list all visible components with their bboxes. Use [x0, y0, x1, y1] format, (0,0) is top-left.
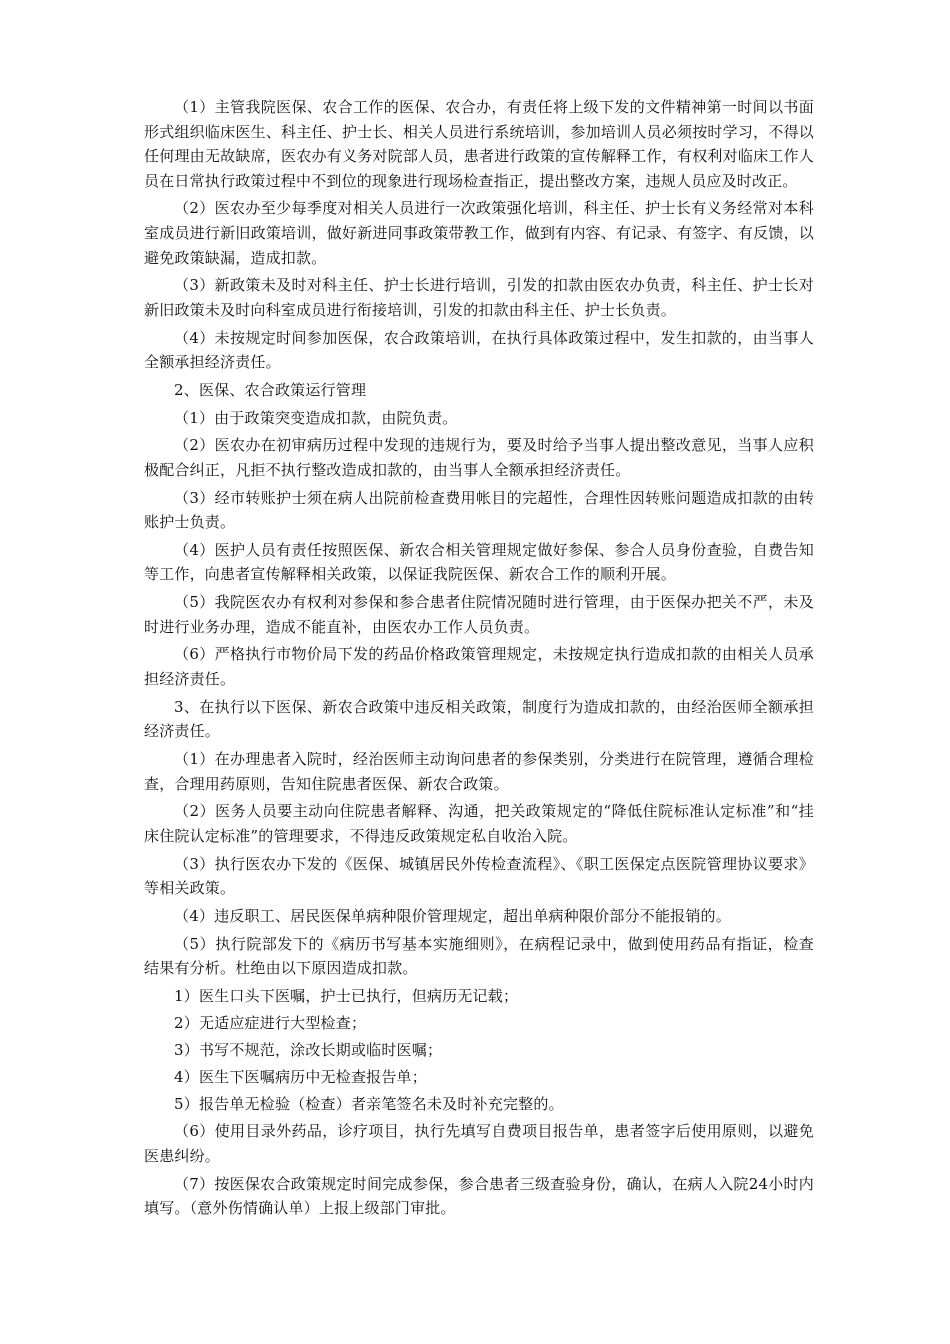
paragraph-3-1: （1）在办理患者入院时，经治医师主动询问患者的参保类别，分类进行在院管理，遵循合理检查，合理用药原则，告知住院患者医保、新农合政策。	[144, 749, 814, 793]
paragraph-2-3: （3）经市转账护士须在病人出院前检查费用帐目的完超性，合理性因转账问题造成扣款的由转账护士负责。	[144, 488, 814, 532]
paragraph-2-6: （6）严格执行市物价局下发的药品价格政策管理规定，未按规定执行造成扣款的由相关人员承担经济责任。	[144, 645, 814, 688]
list-item-4: 4）医生下医嘱病历中无检查报告单；	[174, 1068, 427, 1087]
document-page	[144, 95, 814, 1224]
paragraph-2-1: （1）由于政策突变造成扣款，由院负责。	[174, 408, 458, 427]
paragraph-3-6: （6）使用目录外药品，诊疗项目，执行先填写自费项目报告单，患者签字后使用原则，以避免医患纠纷。	[144, 1122, 814, 1165]
paragraph-1-2: （2）医农办至少每季度对相关人员进行一次政策强化培训，科主任、护士长有义务经常对本科室成员进行新旧政策培训，做好新进同事政策带教工作，做到有内容、有记录、有签字、有反馈，以避免政策缺漏，造成扣款。	[144, 199, 814, 267]
paragraph-1-4: （4）未按规定时间参加医保，农合政策培训，在执行具体政策过程中，发生扣款的，由当事人全额承担经济责任。	[144, 328, 814, 372]
paragraph-3-7: （7）按医保农合政策规定时间完成参保，参合患者三级查验身份，确认，在病人入院24小时内填写。（意外伤情确认单）上报上级部门审批。	[144, 1174, 814, 1218]
list-item-5: 5）报告单无检验（检查）者亲笔签名未及时补充完整的。	[174, 1095, 564, 1114]
list-item-1: 1）医生口头下医嘱，护士已执行，但病历无记载；	[174, 986, 519, 1005]
paragraph-2-4: （4）医护人员有责任按照医保、新农合相关管理规定做好参保、参合人员身份查验，自费告知等工作，向患者宣传解释相关政策，以保证我院医保、新农合工作的顺利开展。	[144, 540, 814, 584]
list-item-3: 3）书写不规范，涂改长期或临时医嘱；	[174, 1040, 443, 1059]
section-heading-2: 2、医保、农合政策运行管理	[174, 380, 367, 399]
paragraph-2-2: （2）医农办在初审病历过程中发现的违规行为，要及时给予当事人提出整改意见，当事人应积极配合纠正，凡拒不执行整改造成扣款的，由当事人全额承担经济责任。	[144, 436, 814, 479]
paragraph-3-4: （4）违反职工、居民医保单病种限价管理规定，超出单病种限价部分不能报销的。	[174, 906, 731, 925]
paragraph-2-5: （5）我院医农办有权利对参保和参合患者住院情况随时进行管理，由于医保办把关不严，未及时进行业务办理，造成不能直补，由医农办工作人员负责。	[144, 593, 814, 636]
paragraph-1-3: （3）新政策未及时对科主任、护士长进行培训，引发的扣款由医农办负责，科主任、护士长对新旧政策未及时向科室成员进行衔接培训，引发的扣款由科主任、护士长负责。	[144, 276, 814, 319]
paragraph-1-1: （1）主管我院医保、农合工作的医保、农合办，有责任将上级下发的文件精神第一时间以书面形式组织临床医生、科主任、护士长、相关人员进行系统培训，参加培训人员必须按时学习，不得以任何理由无故缺席，医农办有义务对院部人员，患者进行政策的宣传解释工作，有权利对临床工作人员在日常执行政策过程中不到位的现象进行现场检查指正，提出整改方案，违规人员应及时改正。	[144, 98, 814, 190]
paragraph-3-3: （3）执行医农办下发的《医保、城镇居民外传检查流程》、《职工医保定点医院管理协议要求》等相关政策。	[144, 854, 814, 898]
paragraph-3-2: （2）医务人员要主动向住院患者解释、沟通，把关政策规定的“降低住院标准认定标准”和“挂床住院认定标准”的管理要求，不得违反政策规定私自收治入院。	[144, 802, 814, 845]
section-heading-3: 3、在执行以下医保、新农合政策中违反相关政策，制度行为造成扣款的，由经治医师全额承担经济责任。	[144, 697, 814, 741]
list-item-2: 2）无适应症进行大型检查；	[174, 1013, 367, 1032]
paragraph-3-5: （5）执行院部发下的《病历书写基本实施细则》，在病程记录中，做到使用药品有指证，检查结果有分析。杜绝由以下原因造成扣款。	[144, 934, 814, 978]
